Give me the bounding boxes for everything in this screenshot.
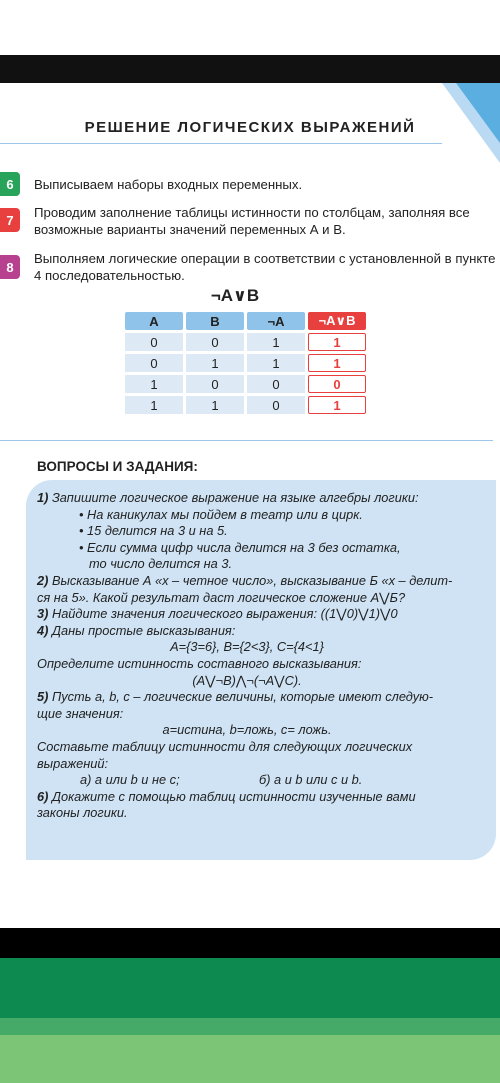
bottom-band — [0, 928, 500, 958]
question-text: Найдите значения логического выражения: ((1⋁0)⋁1)⋁0 — [51, 606, 398, 622]
step-text: Выписываем наборы входных переменных. — [34, 177, 303, 192]
table-cell: 0 — [125, 333, 183, 351]
question-2 — [37, 573, 457, 590]
table-header-cell: B — [186, 312, 244, 330]
question-text-cont: ся на 5». Какой результат даст логическое сложение А⋁Б? — [37, 589, 406, 605]
table-cell: 1 — [186, 354, 244, 372]
question-values: A={3=6}, B={2<3}, C={4<1} — [170, 639, 324, 655]
truth-table — [125, 312, 369, 417]
table-cell: 1 — [125, 375, 183, 393]
question-expression: (A⋁¬B)⋀¬(¬A⋁C). — [192, 672, 302, 688]
table-cell: 0 — [247, 375, 305, 393]
table-header-cell: ¬A — [247, 312, 305, 330]
question-bullet: • Если сумма цифр числа делится на 3 без остатка, — [79, 539, 401, 555]
table-header-cell: ¬A∨B — [308, 312, 366, 330]
question-bullet: • 15 делится на 3 и на 5. — [79, 523, 228, 539]
table-row — [125, 396, 369, 414]
table-cell: 1 — [247, 333, 305, 351]
question-text-cont: щие значения: — [37, 705, 124, 721]
question-text-cont: выражений: — [37, 755, 109, 771]
table-cell: 1 — [247, 354, 305, 372]
question-number: 1) — [37, 490, 49, 505]
question-1 — [37, 490, 457, 507]
bottom-green-stripe — [0, 958, 500, 1018]
top-margin — [0, 0, 500, 55]
question-number: 5) — [37, 689, 49, 705]
title-divider — [0, 143, 442, 144]
table-cell: 0 — [186, 333, 244, 351]
question-5 — [37, 689, 457, 706]
question-text: Докажите с помощью таблиц истинности изученные вами — [51, 788, 416, 804]
table-cell: 0 — [247, 396, 305, 414]
question-number: 3) — [37, 606, 49, 622]
bottom-green-stripe — [0, 1035, 500, 1083]
step-text: Выполняем логические операции в соответствии с установленной в пункте 4 последовательностью. — [34, 251, 496, 283]
question-options — [37, 772, 457, 789]
questions-heading: ВОПРОСЫ И ЗАДАНИЯ: — [37, 459, 198, 474]
section-divider — [0, 440, 493, 441]
table-header-cell: A — [125, 312, 183, 330]
page-title: РЕШЕНИЕ ЛОГИЧЕСКИХ ВЫРАЖЕНИЙ — [84, 119, 416, 136]
question-number: 4) — [37, 622, 49, 638]
step-badge: 8 — [0, 255, 20, 279]
question-number: 2) — [37, 572, 49, 588]
question-bullet-cont: то число делится на 3. — [89, 556, 233, 572]
option-b: б) a и b или c и b. — [259, 772, 363, 788]
table-header-row — [125, 312, 369, 330]
question-text-cont: Составьте таблицу истинности для следующих логических — [37, 738, 413, 754]
bottom-green-stripe — [0, 1018, 500, 1035]
step-8 — [0, 250, 496, 284]
table-row — [125, 375, 369, 393]
step-badge: 6 — [0, 172, 20, 196]
question-text: Запишите логическое выражение на языке алгебры логики: — [51, 490, 419, 505]
table-row — [125, 333, 369, 351]
step-6 — [0, 176, 496, 196]
question-text: Даны простые высказывания: — [51, 622, 236, 638]
question-text: Высказывание А «х – четное число», высказывание Б «х – делит- — [51, 572, 453, 588]
question-text-cont: Определите истинность составного высказывания: — [37, 655, 362, 671]
question-6 — [37, 789, 457, 806]
question-values: a=истина, b=ложь, c= ложь. — [162, 722, 332, 738]
formula-title: ¬A∨B — [210, 286, 260, 305]
table-cell: 1 — [186, 396, 244, 414]
table-cell: 0 — [125, 354, 183, 372]
table-result-cell: 1 — [308, 333, 366, 351]
question-4 — [37, 623, 457, 640]
table-result-cell: 1 — [308, 396, 366, 414]
question-bullet: • На каникулах мы пойдем в театр или в цирк. — [79, 506, 363, 522]
step-badge: 7 — [0, 208, 20, 232]
table-row — [125, 354, 369, 372]
table-cell: 1 — [125, 396, 183, 414]
step-text: Проводим заполнение таблицы истинности по столбцам, заполняя все возможные варианты значений переменных А и В. — [34, 205, 470, 237]
top-band — [0, 55, 500, 83]
table-cell: 0 — [186, 375, 244, 393]
question-text-cont: законы логики. — [37, 805, 128, 821]
question-text: Пусть a, b, c – логические величины, которые имеют следую- — [51, 689, 434, 705]
question-number: 6) — [37, 788, 49, 804]
questions-list — [37, 490, 457, 822]
table-result-cell: 1 — [308, 354, 366, 372]
step-7 — [0, 204, 496, 238]
table-result-cell: 0 — [308, 375, 366, 393]
question-3 — [37, 606, 457, 623]
option-a: а) a или b и не c; — [80, 772, 180, 788]
